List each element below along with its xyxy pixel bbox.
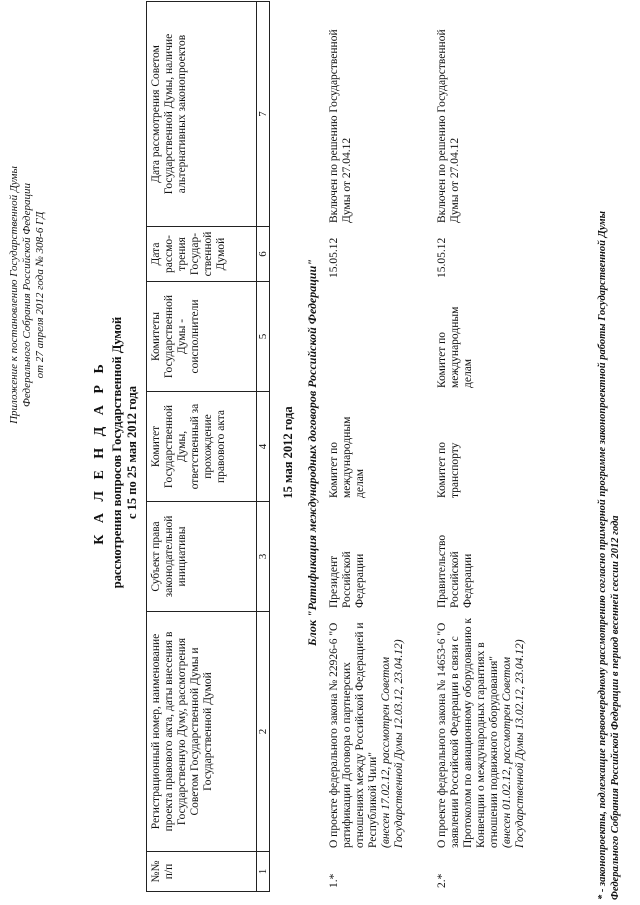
table-row [434, 2, 529, 892]
item-title: О проекте федерального закона № 14653-6 "О заявлении Российской Федерации в связи с Протоколом по авиационному оборудованию к Конвенции о международных гарантиях в отношении подвижного оборудования" [436, 618, 500, 848]
item-note: (внесен 17.02.12, рассмотрен Советом Государственной Думы 12.03.12, 23.04.12) [380, 639, 405, 848]
item-number: 1.* [328, 873, 340, 888]
column-number: 4 [257, 392, 270, 502]
block-heading: Блок "Ратификация международных договоров Российской Федерации" [305, 259, 319, 646]
header-col-council: Дата рассмотрения Советом Государственной Думы, наличие альтернативных законопроектов [147, 2, 257, 227]
header-col-committee: Комитет Государственной Думы, ответственный за прохождение правового акта [147, 392, 257, 502]
appendix-note [8, 15, 47, 575]
item-committee: Комитет по международным делам [328, 416, 366, 498]
calendar-header-table [146, 1, 270, 892]
footnote-line-2: Федерального Собрания Российской Федерации в период весенней сессии 2012 года [610, 515, 621, 900]
item-committee: Комитет по транспорту [436, 442, 461, 498]
item-title-cell [326, 612, 434, 852]
item-subject: Президент Российской Федерации [328, 551, 366, 608]
column-number: 6 [257, 227, 270, 282]
document-subtitle: рассмотрения вопросов Государственной Думой [110, 316, 124, 589]
item-council: Включен по решению Государственной Думы от 27.04.12 [328, 29, 353, 223]
appendix-line-1: Приложение к постановлению Государственной Думы [8, 166, 20, 424]
footnote [596, 0, 622, 900]
column-number: 2 [257, 612, 270, 852]
document-period: с 15 по 25 мая 2012 года [125, 385, 139, 520]
item-council: Включен по решению Государственной Думы от 27.04.12 [436, 29, 461, 223]
date-heading: 15 мая 2012 года [281, 406, 295, 499]
header-col-title: Регистрационный номер, наименование проекта правового акта, даты внесения в Государственную Думу, рассмотрения Советом Государственной Думы и Государственной Думой [147, 612, 257, 852]
appendix-line-3: от 27 апреля 2012 года № 308-6 ГД [34, 211, 46, 379]
item-date: 15.05.12 [436, 237, 448, 278]
item-number: 2.* [436, 873, 448, 888]
header-col-subject: Субъект права законодательной инициативы [147, 502, 257, 612]
column-number: 7 [257, 2, 270, 227]
appendix-line-2: Федерального Собрания Российской Федерации [21, 183, 33, 407]
item-title: О проекте федерального закона № 22926-6 "О ратификации Договора о партнерских отношениях между Российской Федерацией и Республикой Чили" [328, 622, 379, 848]
column-number: 5 [257, 282, 270, 392]
header-col-co-committees: Комитеты Государственной Думы - соисполнители [147, 282, 257, 392]
item-co-committees [326, 282, 434, 392]
agenda-items-table [326, 2, 529, 892]
document-title: К А Л Е Н Д А Р Ь [92, 360, 107, 545]
item-title-cell [434, 612, 529, 852]
table-row [326, 2, 434, 892]
column-number: 3 [257, 502, 270, 612]
item-date: 15.05.12 [328, 237, 340, 278]
item-note: (внесен 01.02.12, рассмотрен Советом Государственной Думы 13.02.12, 23.04.12) [501, 639, 526, 848]
item-co-committees: Комитет по международным делам [436, 306, 474, 388]
item-subject: Правительство Российской Федерации [436, 534, 474, 608]
header-col-number: №№ п/п [147, 852, 257, 892]
column-number: 1 [257, 852, 270, 892]
header-col-date: Дата рассмо-трения Государ-ственной Думой [147, 227, 257, 282]
footnote-line-1: * - законопроекты, подлежащие первоочередному рассмотрению согласно примерной программе законопроектной работы Государственной Думы [597, 211, 608, 900]
